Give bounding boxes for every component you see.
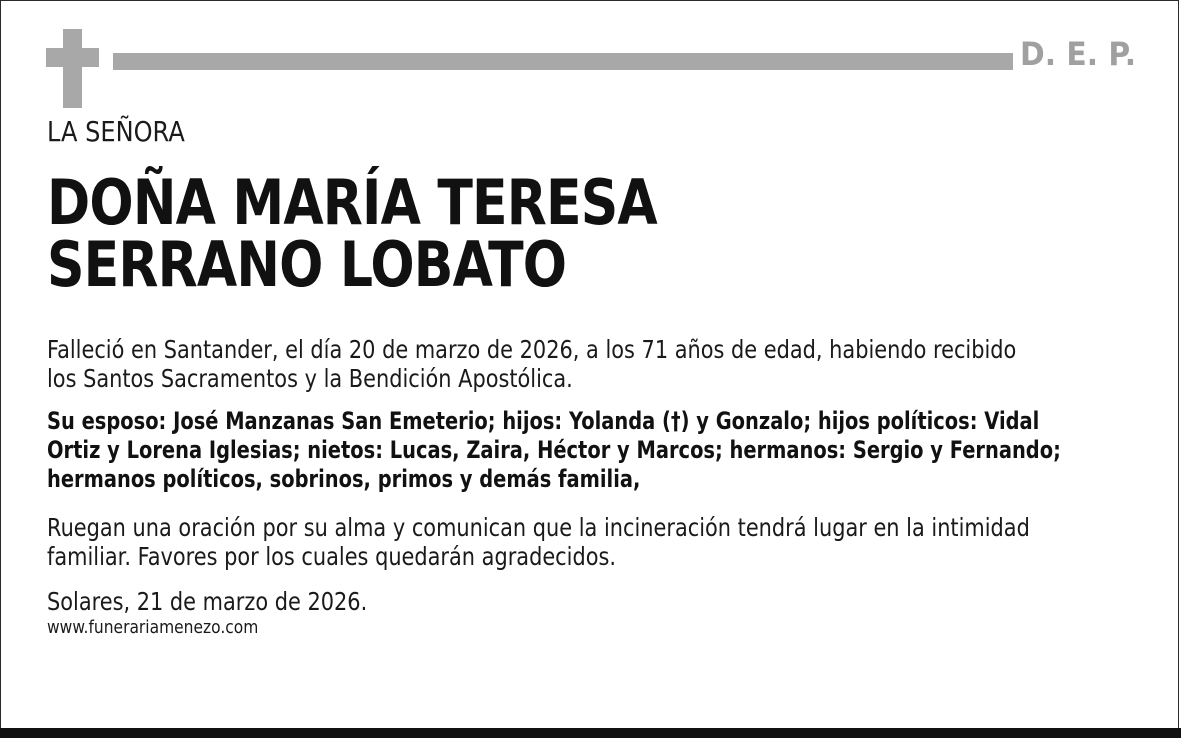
death-notice-line-1: Falleció en Santander, el día 20 de marzo de 2026, a los 71 años de edad, habiendo recibido: [47, 335, 1017, 364]
deceased-name-line-1: DOÑA MARÍA TERESA: [47, 166, 657, 239]
place-date: Solares, 21 de marzo de 2026.: [47, 587, 368, 616]
header-rule: [113, 53, 1013, 70]
deceased-name-line-2: SERRANO LOBATO: [47, 228, 567, 301]
cross-vertical-bar: [63, 29, 82, 108]
cross-horizontal-bar: [46, 48, 99, 67]
bottom-bar: [0, 728, 1181, 738]
request-line-2: familiar. Favores por los cuales quedarán agradecidos.: [47, 542, 617, 571]
request-line-1: Ruegan una oración por su alma y comunican que la incineración tendrá lugar en la intimidad: [47, 513, 1030, 542]
dep-label: D. E. P.: [1020, 35, 1137, 73]
website-link[interactable]: www.funerariamenezo.com: [47, 617, 259, 638]
family-line-1: Su esposo: José Manzanas San Emeterio; hijos: Yolanda (†) y Gonzalo; hijos políticos: Vidal: [47, 407, 1040, 435]
family-line-3: hermanos políticos, sobrinos, primos y demás familia,: [47, 465, 641, 493]
deceased-name: [47, 166, 657, 301]
intro-title: LA SEÑORA: [47, 115, 185, 148]
request-paragraph: [47, 513, 1030, 571]
death-notice-line-2: los Santos Sacramentos y la Bendición Apostólica.: [47, 364, 573, 393]
family-paragraph: [47, 407, 1061, 494]
family-line-2: Ortiz y Lorena Iglesias; nietos: Lucas, Zaira, Héctor y Marcos; hermanos: Sergio y Fernando;: [47, 436, 1061, 464]
death-notice-paragraph: [47, 335, 1016, 393]
